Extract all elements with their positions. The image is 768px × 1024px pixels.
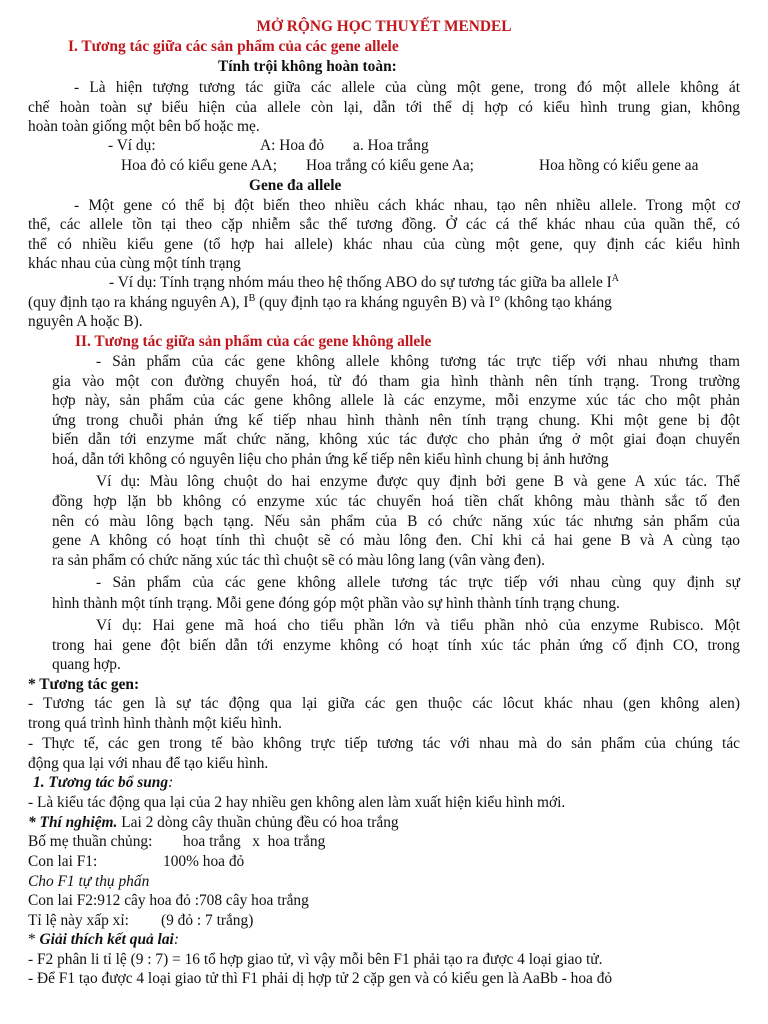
paragraph-line: thể có nhiều kiểu gene (tổ hợp hai allele) khác nhau của cùng một gene, quy định các kiểu hình bbox=[28, 236, 740, 253]
paragraph-line: - Là kiểu tác động qua lại của 2 hay nhiều gen không alen làm xuất hiện kiểu hình mới. bbox=[28, 794, 566, 811]
example-allele-a: a. Hoa trắng bbox=[353, 137, 429, 154]
paragraph-line: - Sản phẩm của các gene không allele tương tác trực tiếp với nhau cùng quy định sự bbox=[96, 574, 740, 591]
complementary-interaction-heading bbox=[33, 773, 173, 792]
paragraph-line: - Thực tế, các gen trong tế bào không trực tiếp tương tác với nhau mà do sản phẩm của chúng tác bbox=[28, 735, 740, 752]
paragraph-line: gene A không có hoạt tính thì chuột sẽ có màu lông đen. Chỉ khi cả hai gene B và A cùng tạo bbox=[52, 532, 740, 549]
paragraph-line: - Để F1 tạo được 4 loại giao tử thì F1 phải dị hợp tử 2 cặp gen và có kiểu gen là AaBb - hoa đỏ bbox=[28, 970, 613, 987]
paragraph-line: - Là hiện tượng tương tác giữa các allele của cùng một gene, trong đó một allele không át bbox=[74, 79, 740, 96]
parents-label: Bố mẹ thuần chủng: bbox=[28, 833, 153, 850]
abo-text: - Ví dụ: Tính trạng nhóm máu theo hệ thống ABO do sự tương tác giữa ba allele I bbox=[109, 274, 612, 291]
paragraph-line: Ví dụ: Hai gene mã hoá cho tiểu phần lớn và tiểu phần nhỏ của enzyme Rubisco. Một bbox=[96, 617, 740, 634]
subheading-text: 1. Tương tác bổ sung bbox=[33, 774, 169, 791]
subheading-incomplete-dominance: Tính trội không hoàn toàn: bbox=[218, 58, 397, 75]
subheading-multiple-alleles: Gene đa allele bbox=[249, 177, 342, 194]
section-1-heading: I. Tương tác giữa các sản phẩm của các gene allele bbox=[68, 38, 399, 55]
f1-value: 100% hoa đỏ bbox=[163, 853, 245, 870]
paragraph-line: đồng hợp lặn bb không có enzyme xúc tác chuyển hoá tiền chất không màu thành sắc tố đen bbox=[52, 493, 740, 510]
f2-result: Con lai F2:912 cây hoa đỏ :708 cây hoa trắng bbox=[28, 892, 309, 909]
explanation-heading bbox=[28, 930, 179, 949]
paragraph-line: hình thành một tính trạng. Mỗi gene đóng góp một phần vào sự hình thành tính trạng chung. bbox=[52, 595, 620, 612]
page-title: MỞ RỘNG HỌC THUYẾT MENDEL bbox=[256, 18, 512, 35]
example-allele-A: A: Hoa đỏ bbox=[260, 137, 325, 154]
subheading-colon: : bbox=[168, 774, 174, 791]
parents-value: hoa trắng x hoa trắng bbox=[183, 833, 326, 850]
paragraph-line: hoàn toàn giống một bên bố hoặc mẹ. bbox=[28, 118, 260, 135]
example-genotype-Aa: Hoa trắng có kiểu gene Aa; bbox=[306, 157, 474, 174]
paragraph-line: nên có màu lông bạch tạng. Nếu sản phẩm của B có chức năng xúc tác nhưng sản phẩm của bbox=[52, 513, 740, 530]
allele-superscript: A bbox=[611, 273, 620, 284]
paragraph-line: ra sản phẩm có chức năng xúc tác thì chuột sẽ có màu lông lang (vân vàng đen). bbox=[52, 552, 545, 569]
paragraph-line: biến dẫn tới enzyme mất chức năng, không xúc tác được cho phản ứng ở một giai đoạn chuyển bbox=[52, 431, 740, 448]
paragraph-line: động qua lại với nhau để tạo kiểu hình. bbox=[28, 755, 269, 772]
ratio-value: (9 đỏ : 7 trắng) bbox=[161, 912, 254, 929]
abo-example-line-2 bbox=[28, 293, 740, 312]
explanation-label: Giải thích kết quả lai bbox=[39, 931, 174, 948]
example-genotype-AA: Hoa đỏ có kiểu gene AA; bbox=[121, 157, 278, 174]
gene-interaction-heading: * Tương tác gen: bbox=[28, 676, 140, 693]
ratio-label: Tỉ lệ này xấp xỉ: bbox=[28, 912, 129, 929]
paragraph-line: trong quá trình hình thành một kiểu hình. bbox=[28, 715, 282, 732]
allele-superscript: B bbox=[248, 293, 256, 304]
abo-example-line-1 bbox=[109, 273, 619, 292]
experiment-line bbox=[28, 813, 399, 832]
paragraph-line: chế hoàn toàn sự biểu hiện của allele còn lại, dẫn tới thể dị hợp có kiểu hình trung gian, không bbox=[28, 99, 740, 116]
paragraph-line: hoá, dẫn tới không có nguyên liệu cho phản ứng kế tiếp nên kiểu hình chung bị ảnh hưởng bbox=[52, 451, 609, 468]
f1-self-pollination: Cho F1 tự thụ phấn bbox=[28, 873, 150, 890]
paragraph-line: - F2 phân li tỉ lệ (9 : 7) = 16 tổ hợp giao tử, vì vậy mỗi bên F1 phải tạo ra được 4 loại giao tử. bbox=[28, 951, 603, 968]
example-label: - Ví dụ: bbox=[108, 137, 156, 154]
explanation-star: * bbox=[28, 931, 40, 948]
paragraph-line: - Một gene có thể bị đột biến theo nhiều cách khác nhau, tạo nên nhiều allele. Trong một cơ bbox=[74, 197, 740, 214]
paragraph-line: trong hai gene đột biến dẫn tới enzyme không có hoạt tính xúc tác phản ứng cố định CO, trong bbox=[52, 637, 740, 654]
abo-text: (quy định tạo ra kháng nguyên A), I bbox=[28, 294, 249, 311]
paragraph-line: Ví dụ: Màu lông chuột do hai enzyme được quy định bởi gene B và gene A xúc tác. Thể bbox=[96, 473, 740, 490]
paragraph-line: khác nhau của cùng một tính trạng bbox=[28, 255, 241, 272]
example-genotype-aa: Hoa hồng có kiểu gene aa bbox=[539, 157, 699, 174]
paragraph-line: ứng trong chuỗi phản ứng kế tiếp nhau hình thành nên tính trạng chung. Khi một gene bị đột bbox=[52, 412, 740, 429]
experiment-label: * Thí nghiệm. bbox=[28, 814, 118, 831]
section-2-heading: II. Tương tác giữa sản phẩm của các gene không allele bbox=[75, 333, 432, 350]
experiment-text: Lai 2 dòng cây thuần chủng đều có hoa trắng bbox=[117, 814, 399, 831]
paragraph-line: quang hợp. bbox=[52, 656, 121, 673]
paragraph-line: hợp này, sản phẩm của các gene không allele là các enzyme, mỗi enzyme xúc tác cho một phản bbox=[52, 392, 740, 409]
paragraph-line: - Tương tác gen là sự tác động qua lại giữa các gen thuộc các lôcut khác nhau (gen không alen) bbox=[28, 695, 740, 712]
explanation-colon: : bbox=[173, 931, 179, 948]
abo-example-line-3: nguyên A hoặc B). bbox=[28, 313, 143, 330]
f1-label: Con lai F1: bbox=[28, 853, 98, 870]
paragraph-line: thể, các allele tồn tại theo cặp nhiễm sắc thể tương đồng. Ở các cá thể khác nhau của quần thể, có bbox=[28, 216, 740, 233]
paragraph-line: gia vào một con đường chuyển hoá, từ đó tham gia hình thành nên tính trạng. Trong trường bbox=[52, 373, 740, 390]
paragraph-line: - Sản phẩm của các gene không allele không tương tác trực tiếp với nhau nhưng tham bbox=[96, 353, 740, 370]
abo-text: (quy định tạo ra kháng nguyên B) và I° (không tạo kháng bbox=[255, 294, 612, 311]
